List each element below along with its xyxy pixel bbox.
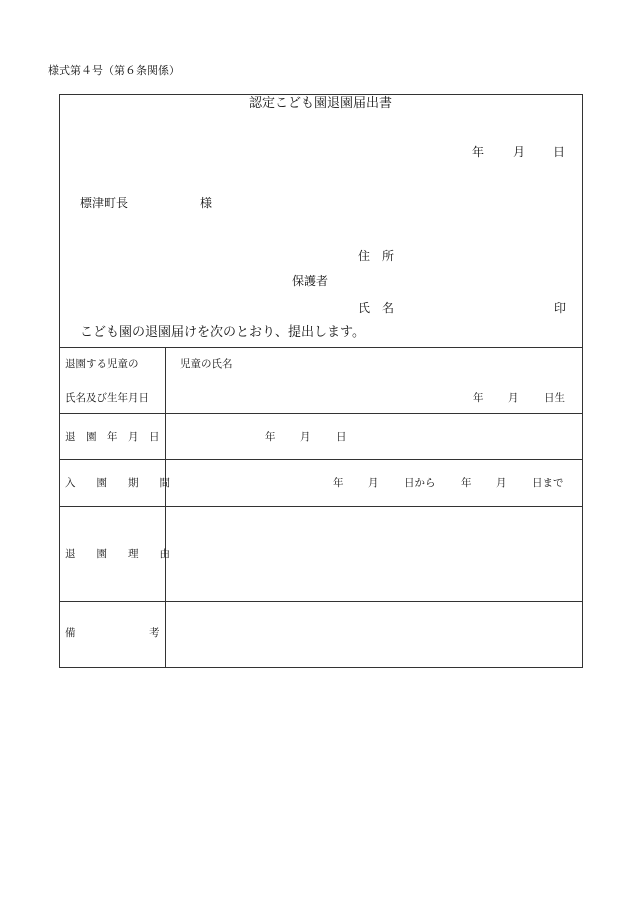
guardian-address-label: 住 所 [358,249,395,263]
form-title: 認定こども園退園届出書 [249,96,393,111]
birth-day-label: 日生 [544,392,565,404]
period-from-day-label: 日から [404,477,436,489]
guardian-role-label: 保護者 [292,274,329,288]
remarks-label-left: 備 [65,627,76,639]
period-to-day-label: 日まで [532,477,564,489]
form-reference: 様式第４号（第６条関係） [48,64,180,77]
remarks-label-right: 考 [149,627,160,639]
period-from-month-label: 月 [368,477,379,489]
enrollment-period-label: 入 園 期 間 [65,477,170,489]
period-from-year-label: 年 [333,477,344,489]
period-to-month-label: 月 [496,477,507,489]
child-row-label-line2: 氏名及び生年月日 [65,392,149,404]
date-month-label: 月 [513,145,526,159]
child-row-label-line1: 退園する児童の [65,358,139,370]
submission-statement: こども園の退園届けを次のとおり、提出します。 [80,325,365,340]
withdrawal-reason-label: 退 園 理 由 [65,548,170,560]
date-year-label: 年 [472,145,485,159]
remarks-field[interactable] [166,602,582,667]
addressee-honorific: 様 [200,196,213,210]
withdrawal-day-label: 日 [336,431,347,443]
table-top-rule [60,347,582,348]
withdrawal-year-label: 年 [265,431,276,443]
child-name-caption: 児童の氏名 [180,358,233,370]
date-day-label: 日 [553,145,566,159]
withdrawal-month-label: 月 [300,431,311,443]
birth-month-label: 月 [508,392,519,404]
guardian-name-label: 氏 名 [358,301,395,315]
withdrawal-reason-field[interactable] [166,507,582,600]
addressee-name: 標津町長 [80,196,129,210]
row-divider [60,413,582,414]
seal-mark: 印 [554,301,567,315]
row-divider [60,459,582,460]
withdrawal-form [59,94,583,668]
birth-year-label: 年 [473,392,484,404]
period-to-year-label: 年 [461,477,472,489]
withdrawal-date-label: 退 園 年 月 日 [65,431,160,443]
